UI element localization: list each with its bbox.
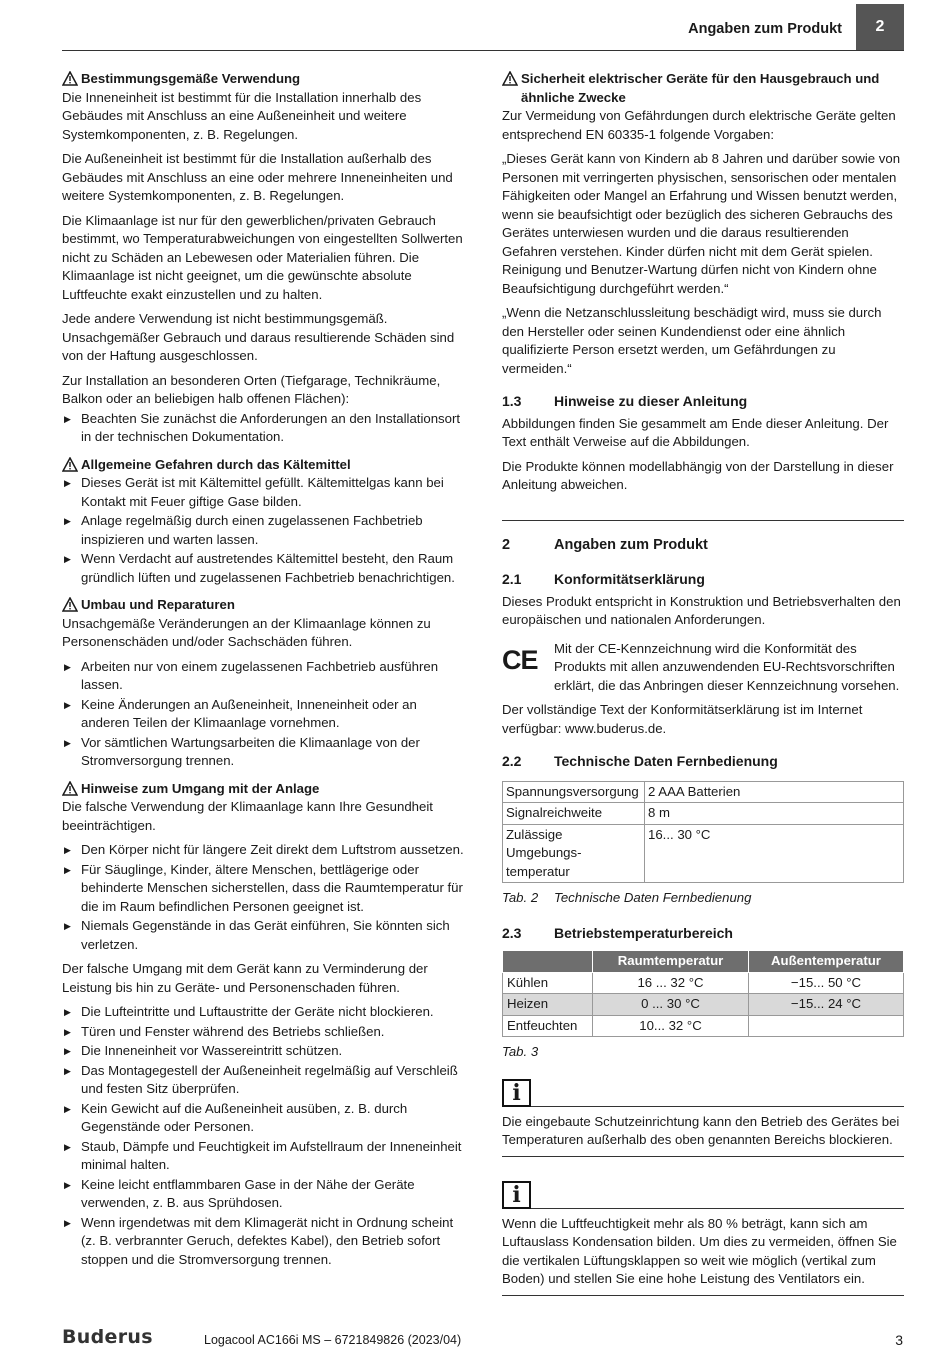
info-note — [502, 1079, 904, 1157]
info-rule — [531, 1106, 904, 1107]
column-header: Außentemperatur — [749, 951, 904, 973]
caption-number: Tab. 3 — [502, 1044, 539, 1059]
section-number: 2.1 — [502, 571, 522, 587]
info-note-header — [502, 1181, 904, 1209]
bullet-list — [62, 1003, 464, 1269]
paragraph: Die Klimaanlage ist nur für den gewerblichen/privaten Gebrauch bestimmt, wo Temperaturabweichungen von eingestellten Sollwerten nicht zu Schäden an Lebewesen oder Materialien führen. Die Klimaanlage ist nicht geeignet, um die gewünschte absolute Luftfeuchte exakt einzustellen und zu halten. — [62, 212, 463, 302]
bullet-list — [62, 474, 464, 587]
section-refrigerant-heading — [62, 456, 464, 475]
list-item: ▶ Dieses Gerät ist mit Kältemittel gefüllt. Kältemittelgas kann bei Kontakt mit Feuer giftige Gase bilden. — [62, 474, 464, 511]
section-number: 2 — [502, 536, 511, 553]
list-item: ▶ Staub, Dämpfe und Feuchtigkeit im Aufstellraum der Inneneinheit minimal halten. — [62, 1138, 464, 1175]
paragraph: Der vollständige Text der Konformitätserklärung ist im Internet verfügbar: www.buderus.de. — [502, 702, 863, 736]
warning-triangle-icon — [502, 71, 519, 86]
table-cell — [749, 1015, 904, 1037]
section-number: 2.2 — [502, 753, 522, 769]
bullet-list — [62, 658, 464, 771]
heading-text: Hinweise zu dieser Anleitung — [554, 393, 748, 409]
header-title: Angaben zum Produkt — [688, 21, 842, 37]
heading-text: Allgemeine Gefahren durch das Kältemittel — [81, 456, 351, 472]
list-item: ▶ Die Lufteintritte und Luftaustritte der Geräte nicht blockieren. — [62, 1003, 464, 1022]
right-column — [502, 70, 904, 1296]
list-item: ▶ Kein Gewicht auf die Außeneinheit ausüben, z. B. durch Gegenstände oder Personen. — [62, 1100, 464, 1137]
paragraph: „Dieses Gerät kann von Kindern ab 8 Jahren und darüber sowie von Personen mit verringerten physischen, sensorischen oder mentalen Fähigkeiten oder Mangel an Erfahrung und Wissen benutzt werden, wenn sie beaufsichtigt oder bezüglich des sicheren Gebrauchs des Gerätes unterwiesen wurden und die daraus resultierenden Gefahren verstehen. Kinder dürfen nicht mit dem Gerät spielen. Reinigung und Benutzer-Wartung dürfen nicht von Kindern ohne Beaufsichtigung durchgeführt werden.“ — [502, 151, 901, 296]
caption-text: Technische Daten Fernbedienung — [554, 890, 752, 905]
list-item: ▶ Anlage regelmäßig durch einen zugelassenen Fachbetrieb inspizieren und warten lassen. — [62, 512, 464, 549]
section-handling-heading — [62, 780, 464, 799]
table-cell: Zulässige Umgebungs-temperatur — [503, 824, 645, 883]
section-2-2-heading — [502, 752, 904, 771]
info-text: Die eingebaute Schutzeinrichtung kann den Betrieb des Gerätes bei Temperaturen außerhalb des oben genannten Bereichs blockieren. — [502, 1113, 904, 1157]
chapter-number: 2 — [856, 4, 904, 51]
table-cell: −15... 50 °C — [749, 972, 904, 994]
list-item: ▶ Türen und Fenster während des Betriebs schließen. — [62, 1023, 464, 1042]
info-note-header — [502, 1079, 904, 1107]
section-number: 1.3 — [502, 393, 522, 409]
table-row — [503, 803, 904, 825]
table-cell: Heizen — [503, 994, 593, 1016]
table-row — [503, 994, 904, 1016]
footer-document-id: Logacool AC166i MS – 6721849826 (2023/04) — [204, 1333, 462, 1347]
list-item: ▶ Keine leicht entflammbaren Gase in der Nähe der Geräte verwenden, z. B. aus Sprühdosen. — [62, 1176, 464, 1213]
table-cell: 8 m — [645, 803, 904, 825]
heading-text: Sicherheit elektrischer Geräte für den Hausgebrauch und ähnliche Zwecke — [521, 71, 880, 105]
table-cell: 10... 32 °C — [593, 1015, 749, 1037]
table-caption — [502, 1043, 904, 1062]
list-item: ▶ Für Säuglinge, Kinder, ältere Menschen, bettlägerige oder behinderte Menschen sicherstellen, dass die Raumtemperatur für die im Raum befindlichen Personen geeignet ist. — [62, 861, 464, 917]
section-number: 2.3 — [502, 924, 522, 941]
ce-text: Mit der CE-Kennzeichnung wird die Konformität des Produkts mit allen anzuwendenden EU-Rechtsvorschriften erklärt, die das Anbringen dieser Kennzeichnung vorsehen. — [554, 640, 900, 693]
heading-text: Konformitätserklärung — [554, 571, 705, 587]
paragraph: Dieses Produkt entspricht in Konstruktion und Betriebsverhalten den europäischen und nationalen Anforderungen. — [502, 593, 901, 627]
paragraph: Die falsche Verwendung der Klimaanlage kann Ihre Gesundheit beeinträchtigen. — [62, 799, 433, 833]
paragraph: Die Außeneinheit ist bestimmt für die Installation außerhalb des Gebäudes mit Anschluss an eine oder mehrere Inneneinheiten und weitere Systemkomponenten, z. B. Regelungen. — [62, 151, 453, 203]
table-row — [503, 824, 904, 883]
table-row — [503, 1015, 904, 1037]
paragraph: Jede andere Verwendung ist nicht bestimmungsgemäß. Unsachgemäßer Gebrauch und daraus resultierende Schäden sind von der Haftung ausgeschlossen. — [62, 311, 455, 363]
bullet-list — [62, 410, 464, 447]
section-modifications-heading — [62, 596, 464, 615]
column-header: Raumtemperatur — [593, 951, 749, 973]
paragraph: „Wenn die Netzanschlussleitung beschädigt wird, muss sie durch den Hersteller oder seinen Kundendienst oder eine ähnlich qualifizierte Person ersetzt werden, um Gefährdungen zu vermeiden.“ — [502, 305, 882, 376]
paragraph: Zur Installation an besonderen Orten (Tiefgarage, Technikräume, Balkon oder an beliebigen halb offenen Flächen): — [62, 372, 441, 406]
info-note — [502, 1181, 904, 1296]
bullet-list — [62, 841, 464, 954]
list-item: ▶ Beachten Sie zunächst die Anforderungen an den Installationsort in der technischen Dokumentation. — [62, 410, 464, 447]
page-number: 3 — [895, 1332, 903, 1348]
operating-temperature-table — [502, 950, 904, 1037]
ce-notice — [502, 640, 904, 696]
table-cell: 0 ... 30 °C — [593, 994, 749, 1016]
info-icon: i — [502, 1079, 531, 1107]
paragraph: Der falsche Umgang mit dem Gerät kann zu Verminderung der Leistung bis hin zu Geräte- und Personenschaden führen. — [62, 961, 428, 995]
list-item: ▶ Niemals Gegenstände in das Gerät einführen, Sie könnten sich verletzen. — [62, 917, 464, 954]
table-cell: Entfeuchten — [503, 1015, 593, 1037]
warning-triangle-icon — [62, 597, 79, 612]
table-row — [503, 781, 904, 803]
paragraph: Die Produkte können modellabhängig von der Darstellung in dieser Anleitung abweichen. — [502, 458, 894, 492]
warning-triangle-icon — [62, 71, 79, 86]
table-header-row — [503, 951, 904, 973]
section-intended-use-heading — [62, 70, 464, 89]
info-rule — [531, 1208, 904, 1209]
table-cell: Spannungsversorgung — [503, 781, 645, 803]
left-column — [62, 70, 464, 1275]
list-item: ▶ Das Montagegestell der Außeneinheit regelmäßig auf Verschleiß und festen Sitz überprüfen. — [62, 1062, 464, 1099]
remote-specs-table — [502, 781, 904, 884]
heading-text: Angaben zum Produkt — [554, 536, 708, 553]
list-item: ▶ Den Körper nicht für längere Zeit direkt dem Luftstrom aussetzen. — [62, 841, 464, 860]
paragraph: Zur Vermeidung von Gefährdungen durch elektrische Geräte gelten entsprechend EN 60335-1 folgende Vorgaben: — [502, 108, 896, 142]
table-row — [503, 972, 904, 994]
table-cell: Kühlen — [503, 972, 593, 994]
list-item: ▶ Arbeiten nur von einem zugelassenen Fachbetrieb ausführen lassen. — [62, 658, 464, 695]
column-header — [503, 951, 593, 973]
buderus-logo: Buderus — [62, 1326, 153, 1348]
table-cell: 16 ... 32 °C — [593, 972, 749, 994]
list-item: ▶ Die Inneneinheit vor Wassereintritt schützen. — [62, 1042, 464, 1061]
table-cell: 16... 30 °C — [645, 824, 904, 883]
table-cell: Signalreichweite — [503, 803, 645, 825]
section-rule — [502, 520, 904, 521]
section-2-1-heading — [502, 570, 904, 589]
paragraph: Die Inneneinheit ist bestimmt für die Installation innerhalb des Gebäudes mit Anschluss an eine Außeneinheit und weitere Systemkomponenten, z. B. Regelungen. — [62, 89, 422, 142]
heading-text: Umbau und Reparaturen — [81, 597, 235, 612]
heading-text: Technische Daten Fernbedienung — [554, 753, 778, 769]
heading-text: Betriebstemperaturbereich — [554, 924, 733, 941]
list-item: ▶ Wenn Verdacht auf austretendes Kältemittel besteht, den Raum gründlich lüften und zugelassenen Fachbetrieb benachrichtigen. — [62, 550, 464, 587]
section-2-heading — [502, 536, 904, 555]
warning-triangle-icon — [62, 457, 79, 472]
section-electrical-safety-heading — [502, 70, 904, 107]
table-cell: −15... 24 °C — [749, 994, 904, 1016]
header-rule — [62, 50, 904, 51]
caption-number: Tab. 2 — [502, 890, 539, 905]
section-1-3-heading — [502, 392, 904, 411]
list-item: ▶ Keine Änderungen an Außeneinheit, Inneneinheit oder an anderen Teilen der Klimaanlage vornehmen. — [62, 696, 464, 733]
info-text: Wenn die Luftfeuchtigkeit mehr als 80 % beträgt, kann sich am Luftauslass Kondensation bilden. Um dies zu vermeiden, öffnen Sie die vertikalen Lüftungsklappen so weit wie möglich (vertikal zum Boden) und stellen Sie eine hohe Leistung des Ventilators ein. — [502, 1215, 904, 1296]
heading-text: Hinweise zum Umgang mit der Anlage — [81, 780, 320, 796]
list-item: ▶ Wenn irgendetwas mit dem Klimagerät nicht in Ordnung scheint (z. B. verbrannter Geruch, defektes Kabel), den Betrieb sofort stoppen und die Stromversorgung trennen. — [62, 1214, 464, 1270]
paragraph: Abbildungen finden Sie gesammelt am Ende dieser Anleitung. Der Text enthält Verweise auf die Abbildungen. — [502, 415, 889, 449]
warning-triangle-icon — [62, 781, 79, 796]
heading-text: Bestimmungsgemäße Verwendung — [81, 71, 301, 86]
ce-mark-icon: CE — [502, 644, 538, 675]
table-caption — [502, 889, 904, 908]
paragraph: Unsachgemäße Veränderungen an der Klimaanlage können zu Personenschäden und/oder Sachschäden führen. — [62, 615, 431, 649]
list-item: ▶ Vor sämtlichen Wartungsarbeiten die Klimaanlage von der Stromversorgung trennen. — [62, 734, 464, 771]
info-icon: i — [502, 1181, 531, 1209]
table-cell: 2 AAA Batterien — [645, 781, 904, 803]
section-2-3-heading — [502, 924, 904, 943]
